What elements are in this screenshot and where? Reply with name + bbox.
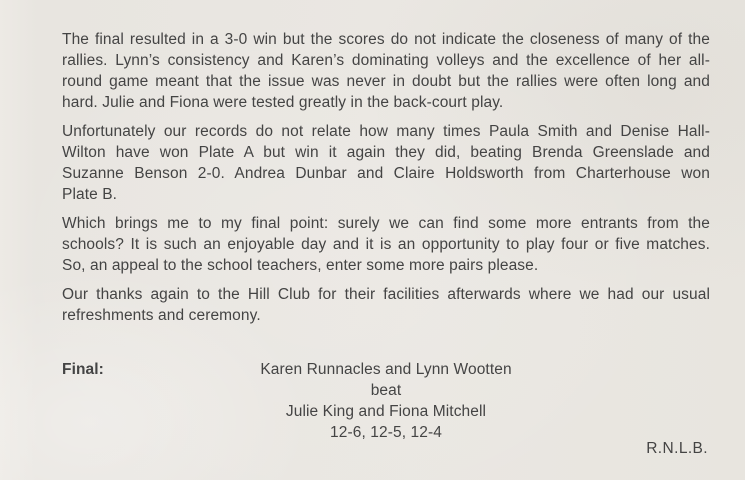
author-initials: R.N.L.B. (646, 440, 708, 457)
final-losers: Julie King and Fiona Mitchell (285, 403, 487, 420)
text-line: schools? It is such an enjoyable day and it is an opportunity to play four or five matches. (62, 236, 710, 253)
text-line: Suzanne Benson 2-0. Andrea Dunbar and Claire Holdsworth from Charterhouse won (62, 165, 710, 182)
final-verb: beat (370, 382, 402, 399)
final-result-lines (62, 359, 710, 443)
final-label: Final: (62, 361, 104, 378)
final-result-block (62, 359, 710, 443)
text-line: Our thanks again to the Hill Club for their facilities afterwards where we had our usual (62, 286, 710, 303)
text-line: The final resulted in a 3-0 win but the scores do not indicate the closeness of many of the (62, 31, 710, 48)
text-line: Unfortunately our records do not relate how many times Paula Smith and Denise Hall- (62, 123, 710, 140)
final-scores: 12-6, 12-5, 12-4 (330, 424, 442, 441)
text-line: round game meant that the issue was never in doubt but the rallies were often long and (62, 73, 710, 90)
paragraph-plate-results (62, 121, 710, 205)
page-content (62, 29, 710, 459)
paragraph-schools-appeal (62, 213, 710, 276)
text-line: So, an appeal to the school teachers, enter some more pairs please. (62, 257, 539, 274)
text-line: rallies. Lynn’s consistency and Karen’s dominating volleys and the excellence of her all- (62, 52, 710, 69)
final-winners: Karen Runnacles and Lynn Wootten (260, 361, 512, 378)
text-line: Wilton have won Plate A but win it again they did, beating Brenda Greenslade and (62, 144, 710, 161)
paragraph-thanks (62, 284, 710, 326)
text-line: hard. Julie and Fiona were tested greatly in the back-court play. (62, 94, 504, 111)
text-line: Plate B. (62, 186, 118, 203)
text-line: Which brings me to my final point: surely we can find some more entrants from the (62, 215, 710, 232)
paragraph-final-summary (62, 29, 710, 113)
text-line: refreshments and ceremony. (62, 307, 261, 324)
